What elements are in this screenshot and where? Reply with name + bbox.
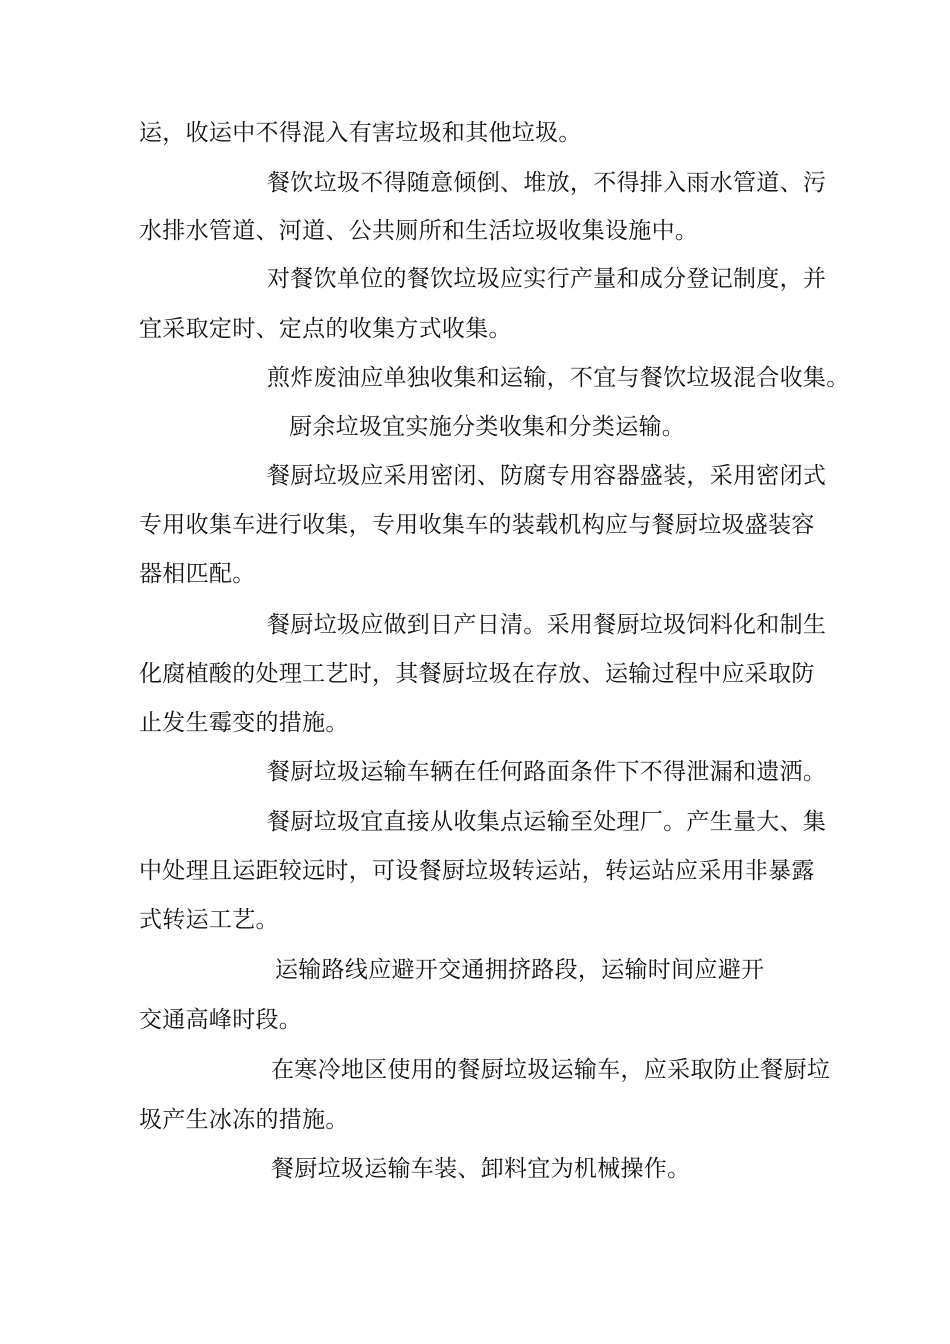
text-line: 餐厨垃圾运输车装、卸料宜为机械操作。 bbox=[271, 1156, 691, 1182]
text-line: 餐厨垃圾运输车辆在任何路面条件下不得泄漏和遗洒。 bbox=[267, 759, 827, 785]
text-line: 在寒冷地区使用的餐厨垃圾运输车，应采取防止餐厨垃 bbox=[271, 1057, 831, 1083]
text-line: 化腐植酸的处理工艺时，其餐厨垃圾在存放、运输过程中应采取防 bbox=[139, 661, 815, 687]
text-line: 餐饮垃圾不得随意倾倒、堆放，不得排入雨水管道、污 bbox=[267, 170, 827, 196]
text-line: 厨余垃圾宜实施分类收集和分类运输。 bbox=[289, 414, 686, 440]
text-line: 式转运工艺。 bbox=[139, 907, 279, 933]
text-line: 器相匹配。 bbox=[139, 561, 256, 587]
text-line: 交通高峰时段。 bbox=[139, 1007, 303, 1033]
text-line: 煎炸废油应单独收集和运输，不宜与餐饮垃圾混合收集。 bbox=[267, 365, 850, 391]
text-line: 餐厨垃圾应做到日产日清。采用餐厨垃圾饲料化和制生 bbox=[267, 612, 827, 638]
text-line: 圾产生冰冻的措施。 bbox=[139, 1107, 349, 1133]
text-line: 对餐饮单位的餐饮垃圾应实行产量和成分登记制度，并 bbox=[267, 266, 827, 292]
text-line: 专用收集车进行收集，专用收集车的装载机构应与餐厨垃圾盛装容 bbox=[139, 512, 815, 538]
text-line: 运，收运中不得混入有害垃圾和其他垃圾。 bbox=[139, 120, 582, 146]
text-line: 运输路线应避开交通拥挤路段，运输时间应避开 bbox=[275, 957, 765, 983]
text-line: 止发生霉变的措施。 bbox=[139, 710, 349, 736]
text-line: 宜采取定时、定点的收集方式收集。 bbox=[139, 316, 512, 342]
text-line: 餐厨垃圾应采用密闭、防腐专用容器盛装，采用密闭式 bbox=[267, 463, 827, 489]
text-line: 水排水管道、河道、公共厕所和生活垃圾收集设施中。 bbox=[139, 218, 699, 244]
text-line: 中处理且运距较远时，可设餐厨垃圾转运站，转运站应采用非暴露 bbox=[139, 858, 815, 884]
text-line: 餐厨垃圾宜直接从收集点运输至处理厂。产生量大、集 bbox=[267, 809, 827, 835]
